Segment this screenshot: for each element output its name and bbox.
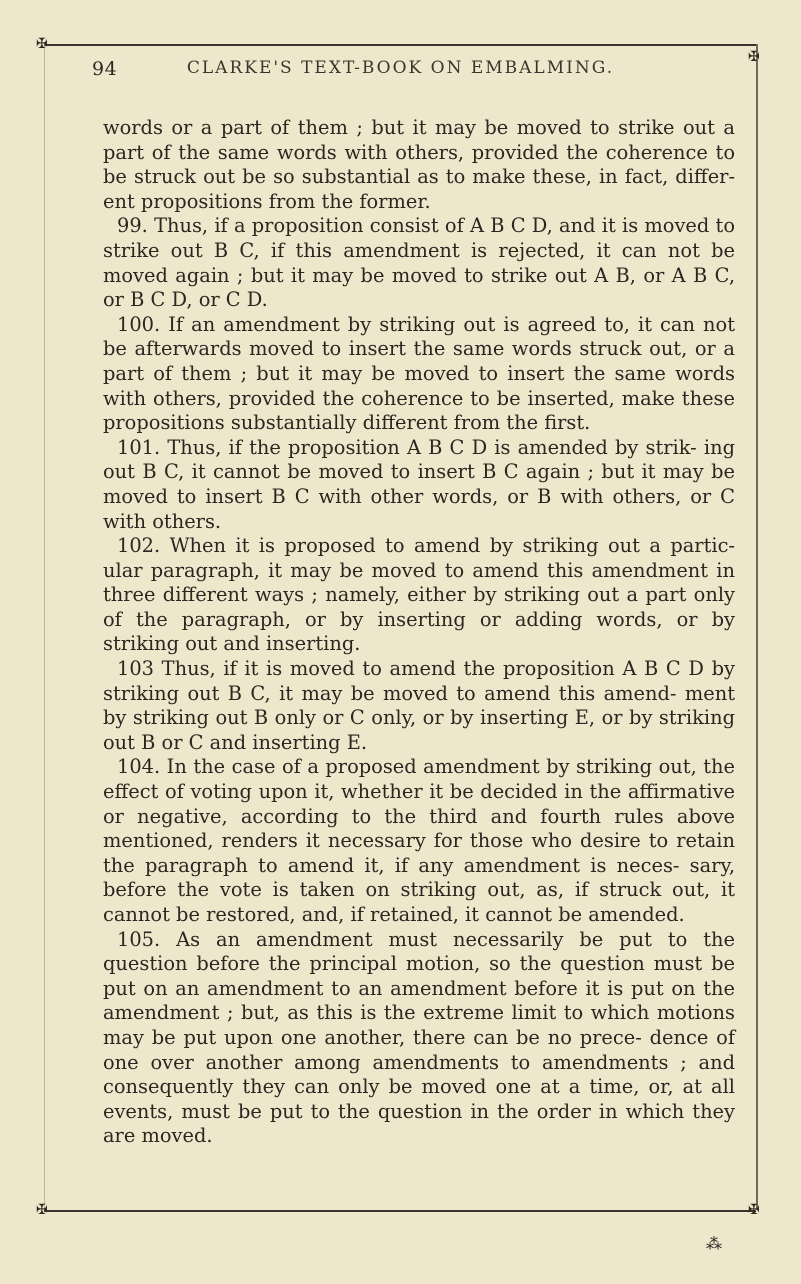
running-title: CLARKE'S TEXT-BOOK ON EMBALMING. (186, 58, 615, 78)
top-border-rule (44, 44, 756, 46)
paragraph-104: 104. In the case of a proposed amendment by striking out, the effect of voting upon it, whether it be decided in the affirmative or negative, according to the third and fourth rules above mentioned, renders it necessary for those who desire to retain the paragraph to amend it, if any amendment is neces- sary, before the vote is taken on striking out, as, if struck out, it cannot be restored, and, if retained, it cannot be amended. (103, 755, 735, 926)
bottom-border-rule (44, 1210, 756, 1212)
bottom-left-ornament-icon: ✠ (36, 1202, 48, 1218)
paragraph-100: 100. If an amendment by striking out is agreed to, it can not be afterwards moved to insert the same words struck out, or a part of them ; but it may be moved to insert the same words with others, provided the coherence to be inserted, make these propositions substantially different from the first. (103, 312, 735, 435)
page-number: 94 (92, 58, 118, 80)
paragraph-101: 101. Thus, if the proposition A B C D is amended by strik- ing out B C, it cannot be moved to insert B C again ; but it may be moved to insert B C with other words, or B with others, or C with others. (103, 435, 735, 533)
paragraph-105: 105. As an amendment must necessarily be put to the question before the principal motion, so the question must be put on an amendment to an amendment before it is put on the amendment ; but, as this is the extreme limit to which motions may be put upon one another, there can be no prece- dence of one over another among amendments to amendments ; and consequently they can only be moved one at a time, or, at all events, must be put to the question in the order in which they are moved. (103, 927, 735, 1148)
right-border-rule (756, 44, 758, 1210)
paragraph-103: 103 Thus, if it is moved to amend the proposition A B C D by striking out B C, it may be moved to amend this amend- ment by striking out B only or C only, or by inserting E, or by striking out B or C and inserting E. (103, 657, 735, 754)
top-left-ornament-icon: ✠ (36, 36, 48, 52)
paragraph-102: 102. When it is proposed to amend by striking out a partic- ular paragraph, it may be moved to amend this amendment in three different ways ; namely, either by striking out a part only of the paragraph, or by inserting or adding words, or by striking out and inserting. (103, 534, 735, 656)
paragraph-continuation: words or a part of them ; but it may be moved to strike out a part of the same words with others, provided the coherence to be struck out be so substantial as to make these, in fact, differ- ent propositions from the former. (103, 116, 735, 213)
bottom-right-ornament-icon: ✠ (748, 1202, 760, 1218)
top-right-ornament-icon: ✠ (748, 49, 760, 65)
footer-mark-icon: ⁂ (706, 1234, 722, 1253)
body-text (103, 116, 735, 1149)
paragraph-99: 99. Thus, if a proposition consist of A B C D, and it is moved to strike out B C, if this amendment is rejected, it can not be moved again ; but it may be moved to strike out A B, or A B C, or B C D, or C D. (103, 214, 735, 312)
left-border-rule (44, 44, 45, 1210)
